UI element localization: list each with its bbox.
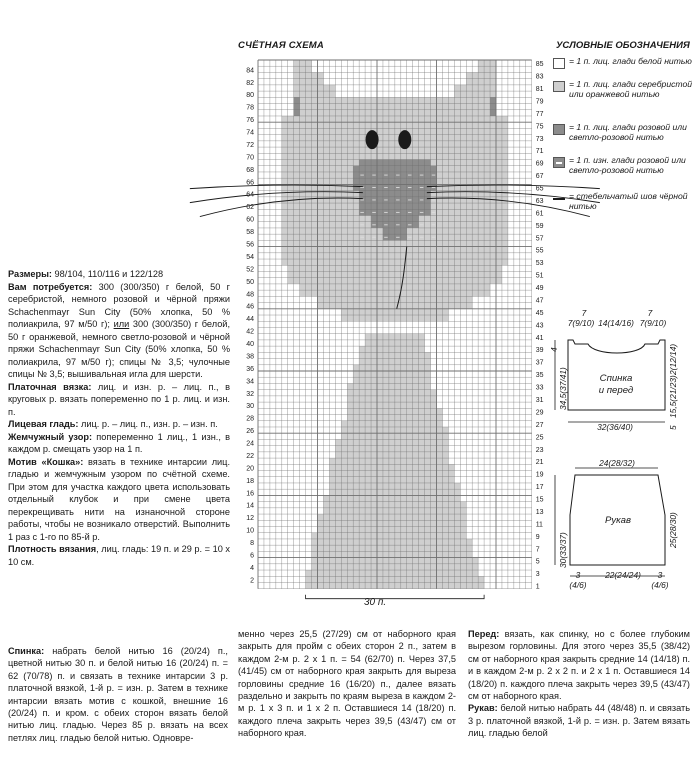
sleeve-side-left-label: 3 bbox=[575, 570, 581, 580]
row-label-left: 58 bbox=[246, 229, 254, 237]
front-text: вязать, как спинку, но с более глубоким вырезом горловины. Для этого через 35,5 (38/42) см от наборного края закрыть средние 14 (14/18) п. и в каждом 2-м р. 2 х 2 п. и 2 х 1 п. Оставшиеся 14 (18/20) п. каждого плеча закрыть через 39,5 (43/47) см от наборного края. bbox=[468, 629, 690, 702]
back-instructions bbox=[8, 645, 228, 744]
row-label-left: 2 bbox=[250, 577, 254, 585]
front-label: Перед: bbox=[468, 629, 500, 639]
row-label-left: 40 bbox=[246, 341, 254, 349]
sleeve-top-label: 24(28/32) bbox=[599, 458, 635, 468]
row-label-right: 53 bbox=[535, 260, 544, 268]
cat-eye-left bbox=[366, 130, 379, 149]
body-name-1: Спинка bbox=[599, 373, 633, 384]
row-label-right: 5 bbox=[535, 558, 540, 566]
body-name-2: и перед bbox=[598, 385, 634, 396]
seed-paragraph bbox=[8, 431, 230, 456]
body-left-neck-label: 4 bbox=[549, 347, 559, 352]
row-label-right: 31 bbox=[535, 396, 544, 404]
chart-title: СЧЁТНАЯ СХЕМА bbox=[238, 40, 324, 51]
row-label-left: 48 bbox=[246, 291, 254, 299]
row-label-right: 43 bbox=[535, 322, 544, 330]
row-label-right: 57 bbox=[535, 235, 544, 243]
cat-eye-right bbox=[398, 130, 411, 149]
row-label-left: 82 bbox=[246, 79, 254, 87]
row-label-right: 37 bbox=[535, 359, 544, 367]
sizes-paragraph bbox=[8, 268, 230, 281]
row-label-right: 49 bbox=[535, 285, 544, 293]
row-label-right: 79 bbox=[535, 98, 544, 106]
gauge-label: Плотность вязания bbox=[8, 544, 97, 554]
row-label-left: 12 bbox=[246, 515, 254, 523]
sleeve-side-right-label: 3 bbox=[657, 570, 663, 580]
row-label-left: 36 bbox=[246, 365, 254, 373]
row-label-left: 30 bbox=[246, 403, 254, 411]
row-label-left: 22 bbox=[246, 452, 254, 460]
row-label-left: 54 bbox=[246, 253, 254, 261]
yarn-or: или bbox=[113, 319, 130, 329]
row-label-left: 76 bbox=[246, 117, 254, 125]
row-label-left: 8 bbox=[250, 540, 254, 548]
row-label-right: 83 bbox=[535, 73, 544, 81]
garter-value: лиц. и изн. р. – лиц. п., в круговых р. вязать попеременно по 1 р. лиц. и изн. п. bbox=[8, 381, 230, 417]
sleeve-side-right-sub: (4/6) bbox=[651, 580, 669, 590]
legend-text: = 1 п. лиц. глади белой нитью bbox=[569, 56, 692, 66]
row-label-left: 72 bbox=[246, 141, 254, 149]
legend-swatch-pink bbox=[553, 124, 565, 135]
row-label-right: 63 bbox=[535, 197, 544, 205]
row-label-left: 62 bbox=[246, 204, 254, 212]
row-label-left: 34 bbox=[246, 378, 254, 386]
stockinette-paragraph bbox=[8, 418, 230, 431]
materials-text bbox=[8, 268, 230, 568]
body-right-b-label: 15,5(21/23) bbox=[668, 375, 678, 418]
back-continued-text: менно через 25,5 (27/29) см от наборного края закрыть для пройм с обеих сторон 2 п., затем в каждом 2-м р. 2 х 1 п. = 54 (62/70) п. Через 37,5 (41/45) см от наборного края закрыть для выреза горловины средние 16 (16/20) п., далее вязать раздельно и закрыть по краям выреза в каждом 2-м р. 1 х 3 п. и 1 х 2 п. Оставшиеся 14 (18/20) п. каждого плеча закрыть через 39,5 (43/47) см от наборного края. bbox=[238, 629, 456, 739]
yarn-value-2: 300 (300/350) г белой, 50 г оранжевой, немного светло-розовой и чёрной пряжи Schachenmayr Sun City (50% хлопка, 50 % полиакрила, 97 м/50 г); спицы № 3,5; чулочные спицы № 3,5; вышивальная игла для шерсти. bbox=[8, 319, 230, 379]
row-label-left: 84 bbox=[246, 67, 254, 75]
row-label-right: 65 bbox=[535, 185, 544, 193]
legend-swatch-black-line bbox=[553, 193, 565, 204]
sizes-value: 98/104, 110/116 и 122/128 bbox=[52, 269, 164, 279]
row-label-left: 6 bbox=[250, 552, 254, 560]
body-right-c-label: 2(12/14) bbox=[668, 343, 678, 375]
row-label-right: 55 bbox=[535, 247, 544, 255]
body-shoulder-left-label: 7(9/10) bbox=[567, 318, 595, 328]
back-text: набрать белой нитью 16 (20/24) п., цветной нитью 30 п. и белой нитью 16 (20/24) п. = 62 (70/78) п. и связать в технике интарсии 3 р. платочной вязкой, 1-й р. = изн. р. Затем в технике интарсии вязать мотив с кошкой, внешние 16 (20/24) п. и кром. с обеих сторон вязать белой нитью лиц. гладью. Через 85 р. вязать на всех петлях лиц. гладью белой нитью. Одновре- bbox=[8, 646, 228, 743]
row-label-right: 7 bbox=[535, 546, 540, 554]
row-label-right: 19 bbox=[535, 471, 544, 479]
row-label-right: 35 bbox=[535, 372, 544, 380]
cat-ear-right bbox=[490, 97, 496, 116]
sizes-label: Размеры: bbox=[8, 269, 52, 279]
seed-value: попеременно 1 лиц., 1 изн., в каждом р. смещать узор на 1 п. bbox=[8, 431, 230, 454]
stockinette-value: лиц. р. – лиц. п., изн. р. – изн. п. bbox=[78, 419, 218, 429]
row-label-right: 59 bbox=[535, 222, 544, 230]
row-label-right: 11 bbox=[535, 521, 543, 529]
gauge-value: , лиц. гладь: 19 п. и 29 р. = 10 х 10 см. bbox=[8, 544, 230, 567]
back-label: Спинка: bbox=[8, 646, 45, 656]
stockinette-label: Лицевая гладь: bbox=[8, 419, 79, 429]
body-top-right-label: 7 bbox=[647, 308, 653, 318]
row-label-right: 75 bbox=[535, 123, 544, 131]
row-label-left: 56 bbox=[246, 241, 254, 249]
row-label-right: 81 bbox=[535, 85, 544, 93]
sleeve-bottom-label: 22(24/24) bbox=[605, 570, 641, 580]
garter-label: Платочная вязка: bbox=[8, 381, 92, 392]
body-top-mid-label: 14(14/16) bbox=[598, 318, 634, 328]
row-label-left: 42 bbox=[246, 328, 254, 336]
row-label-left: 68 bbox=[246, 166, 254, 174]
legend-text: = 1 п. изн. глади розовой или светло-розовой нитью bbox=[569, 155, 686, 176]
legend-title: УСЛОВНЫЕ ОБОЗНАЧЕНИЯ bbox=[556, 40, 690, 51]
row-label-right: 13 bbox=[535, 508, 544, 516]
back-continued bbox=[238, 628, 456, 740]
row-label-left: 60 bbox=[246, 216, 254, 224]
legend-swatch-white bbox=[553, 58, 565, 69]
cat-chart bbox=[210, 55, 544, 595]
row-label-right: 45 bbox=[535, 309, 544, 317]
row-label-right: 33 bbox=[535, 384, 544, 392]
row-label-right: 9 bbox=[535, 533, 540, 541]
body-shoulder-right-label: 7(9/10) bbox=[639, 318, 667, 328]
sleeve-right-height-label: 25(28/30) bbox=[668, 512, 678, 548]
legend-swatch-gray bbox=[553, 81, 565, 92]
row-label-right: 67 bbox=[535, 173, 544, 181]
row-label-right: 1 bbox=[535, 583, 540, 591]
row-label-left: 70 bbox=[246, 154, 254, 162]
row-label-left: 20 bbox=[246, 465, 254, 473]
row-label-left: 78 bbox=[246, 104, 254, 112]
legend-swatch-pink-purl bbox=[553, 157, 565, 168]
legend-text: = 1 п. лиц. глади розовой или светло-розовой нитью bbox=[569, 122, 687, 143]
row-label-left: 44 bbox=[246, 316, 254, 324]
front-sleeve-instructions bbox=[468, 628, 690, 740]
row-label-left: 28 bbox=[246, 415, 254, 423]
row-label-right: 29 bbox=[535, 409, 544, 417]
cat-ear-left bbox=[294, 97, 300, 116]
row-label-left: 14 bbox=[246, 502, 254, 510]
motif-paragraph bbox=[8, 456, 230, 544]
sleeve-side-left-sub: (4/6) bbox=[569, 580, 587, 590]
body-top-side-label: 7 bbox=[581, 308, 587, 318]
seed-label: Жемчужный узор: bbox=[8, 431, 93, 442]
chart-stitch-count: 30 п. bbox=[364, 597, 387, 608]
legend-text: = 1 п. лиц. глади серебристой или оранжевой нитью bbox=[569, 79, 693, 100]
motif-label: Мотив «Кошка»: bbox=[8, 456, 84, 467]
body-height-label: 34,5(37/41) bbox=[558, 367, 568, 410]
row-label-right: 73 bbox=[535, 135, 544, 143]
body-right-a-label: 5 bbox=[668, 425, 678, 430]
sleeve-height-label: 30(33/37) bbox=[558, 532, 568, 568]
row-label-left: 74 bbox=[246, 129, 254, 137]
row-label-left: 64 bbox=[246, 191, 254, 199]
yarn-label: Вам потребуется: bbox=[8, 281, 93, 292]
gauge-paragraph bbox=[8, 543, 230, 568]
row-label-right: 77 bbox=[535, 110, 544, 118]
yarn-value: 300 (300/350) г белой, 50 г серебристой, немного розовой и чёрной пряжи Schachenmayr Sun City (50% хлопка, 50 % полиакрила, 97 м/50 г); bbox=[8, 281, 230, 329]
row-label-right: 41 bbox=[535, 334, 544, 342]
sleeve-name: Рукав bbox=[604, 515, 632, 526]
row-label-right: 17 bbox=[535, 484, 544, 492]
row-label-right: 3 bbox=[535, 571, 540, 579]
row-label-right: 39 bbox=[535, 347, 544, 355]
row-label-right: 69 bbox=[535, 160, 544, 168]
row-label-right: 25 bbox=[535, 434, 544, 442]
row-label-left: 16 bbox=[246, 490, 254, 498]
row-label-right: 61 bbox=[535, 210, 544, 218]
sleeve-text: белой нитью набрать 44 (48/48) п. и связать 3 р. платочной вязкой, 1-й р. = изн. р. Затем вязать лиц. гладью белой bbox=[468, 703, 690, 739]
row-label-left: 18 bbox=[246, 477, 254, 485]
row-label-right: 71 bbox=[535, 148, 544, 156]
row-label-right: 27 bbox=[535, 421, 544, 429]
body-width-label: 32(36/40) bbox=[597, 422, 633, 432]
row-label-right: 21 bbox=[535, 459, 544, 467]
row-label-left: 24 bbox=[246, 440, 254, 448]
garter-paragraph bbox=[8, 381, 230, 419]
row-label-right: 23 bbox=[535, 446, 544, 454]
row-label-left: 26 bbox=[246, 428, 254, 436]
motif-value: вязать в технике интарсии лиц. гладью и жемчужным узором по счётной схеме. При этом для участка каждого цвета использовать отдельный клубок и при смене цвета перекрещивать нити на изнаночной стороне работы, чтобы не возникало отверстий. Выполнить 1 раз с 1-го по 85-й р. bbox=[8, 456, 230, 542]
row-label-left: 10 bbox=[246, 527, 254, 535]
row-label-left: 80 bbox=[246, 92, 254, 100]
row-label-right: 51 bbox=[535, 272, 544, 280]
sleeve-label: Рукав: bbox=[468, 703, 498, 714]
row-label-left: 4 bbox=[250, 564, 254, 572]
yarn-paragraph bbox=[8, 281, 230, 381]
row-label-right: 15 bbox=[535, 496, 544, 504]
row-label-right: 47 bbox=[535, 297, 544, 305]
row-label-left: 46 bbox=[246, 303, 254, 311]
row-label-left: 66 bbox=[246, 179, 254, 187]
legend-text: = стебельчатый шов чёрной нитью bbox=[569, 191, 688, 212]
stitch-count-bracket bbox=[306, 595, 485, 599]
row-label-left: 38 bbox=[246, 353, 254, 361]
row-label-left: 52 bbox=[246, 266, 254, 274]
row-label-left: 50 bbox=[246, 278, 254, 286]
row-label-left: 32 bbox=[246, 390, 254, 398]
row-label-right: 85 bbox=[535, 61, 544, 69]
